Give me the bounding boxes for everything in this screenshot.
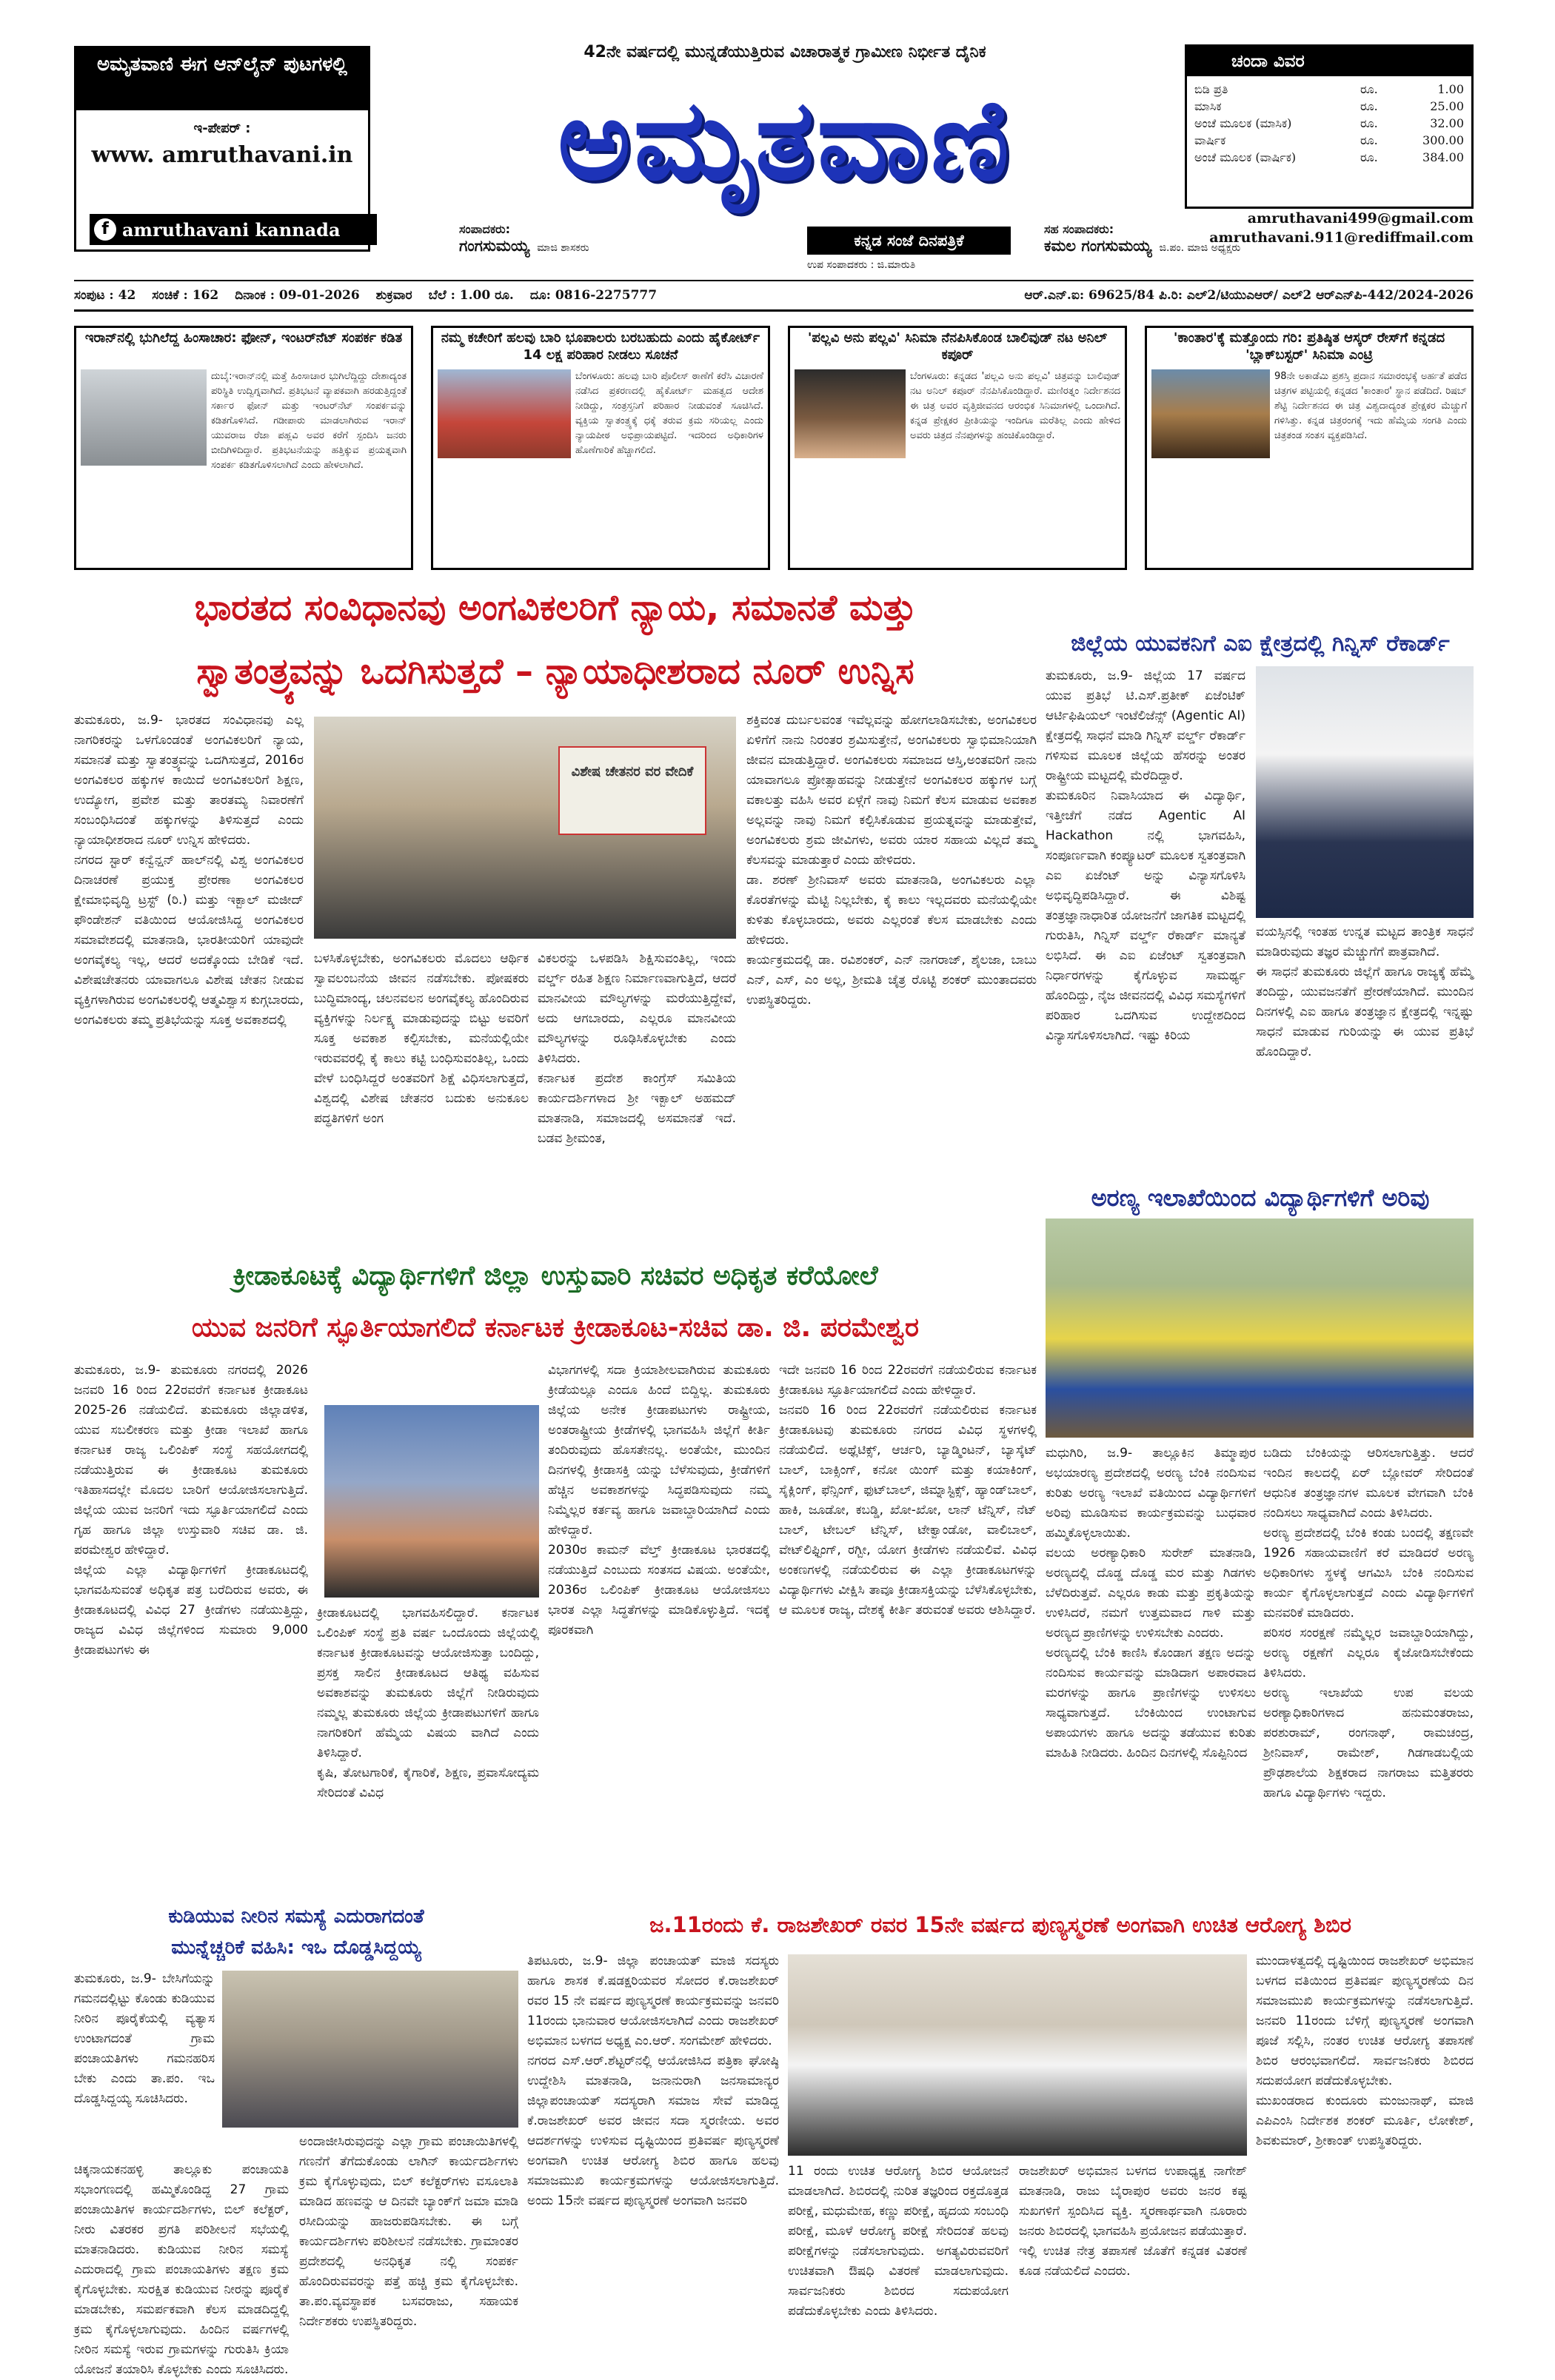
registration: ಆರ್.ಎನ್.ಐ: 69625/84 ಪಿ.ರಿ: ಎಲ್2/ಟಿಯುಎಆರ್/ ಎಲ್2 ಆರ್‌ಎನ್‌ಪಿ-442/2024-2026 (1024, 288, 1474, 303)
email-2[interactable]: amruthavani.911@rediffmail.com (1209, 229, 1474, 246)
sports-headline-line2: ಯುವ ಜನರಿಗೆ ಸ್ಫೂರ್ತಿಯಾಗಲಿದೆ ಕರ್ನಾಟಕ ಕ್ರೀಡಾಕೂಟ-ಸಚಿವ ಡಾ. ಜಿ. ಪರಮೇಶ್ವರ (191, 1313, 920, 1343)
subscription-title: ಚಂದಾ ವಿವರ (1187, 47, 1471, 76)
online-promo-title: ಅಮೃತವಾಣಿ ಈಗ ಆನ್‌ಲೈನ್ ಪುಟಗಳಲ್ಲಿ (76, 48, 368, 110)
sports-col-4: ಇದೇ ಜನವರಿ 16 ರಿಂದ 22ರವರೆಗೆ ನಡೆಯಲಿರುವ ಕರ್ನಾಟಕ ಕ್ರೀಡಾಕೂಟ ಸ್ಫೂರ್ತಿಯಾಗಲಿದೆ ಎಂದು ಹೇಳಿದ್ದಾರೆ. ಜನವರಿ 16 ರಿಂದ 22ರವರೆಗೆ ನಡೆಯಲಿರುವ ಕರ್ನಾಟಕ ಕ್ರೀಡಾಕೂಟವು ತುಮಕೂರು ನಗರದ ವಿವಿಧ ಸ್ಥಳಗಳಲ್ಲಿ ನಡೆಯಲಿದೆ. ಅಥ್ಲೆಟಿಕ್ಸ್, ಆರ್ಚರಿ, ಬ್ಯಾಡ್ಮಿಂಟನ್, ಬ್ಯಾಸ್ಕೆಟ್ ಬಾಲ್, ಬಾಕ್ಸಿಂಗ್, ಕನೋ ಯಿಂಗ್ ಮತ್ತು ಕಯಾಕಿಂಗ್, ಸೈಕ್ಲಿಂಗ್, ಫೆನ್ಸಿಂಗ್, ಫುಟ್‌ಬಾಲ್, ಜಿಮ್ನಾಸ್ಟಿಕ್ಸ್, ಹ್ಯಾಂಡ್‌ಬಾಲ್, ಹಾಕಿ, ಜೂಡೋ, ಕಬಡ್ಡಿ, ಖೋ-ಖೋ, ಲಾನ್ ಟೆನ್ನಿಸ್, ನೆಟ್ ಬಾಲ್, ಟೇಬಲ್ ಟೆನ್ನಿಸ್, ಟೇಕ್ವಾಂಡೋ, ವಾಲಿಬಾಲ್, ವೇಟ್‌ಲಿಫ್ಟಿಂಗ್, ರಗ್ಬೀ, ಯೋಗ ಕ್ರೀಡೆಗಳು ನಡೆಯಲಿವೆ. ವಿವಿಧ ಅಂಕಣಗಳಲ್ಲಿ ನಡೆಯಲಿರುವ ಈ ಎಲ್ಲಾ ಕ್ರೀಡಾಕೂಟಗಳನ್ನು ವಿದ್ಯಾರ್ಥಿಗಳು ವೀಕ್ಷಿಸಿ ತಾವೂ ಕ್ರೀಡಾಸಕ್ತಿಯನ್ನು ಬೆಳೆಸಿಕೊಳ್ಳಬೇಕು, ಆ ಮೂಲಕ ರಾಜ್ಯ, ದೇಶಕ್ಕೆ ಕೀರ್ತಿ ತರುವಂತೆ ಅವರು ಆಶಿಸಿದ್ದಾರೆ. (779, 1363, 1037, 1618)
website-link[interactable]: www. amruthavani.in (91, 142, 353, 168)
lead-col-3: ವಿಕಲರನ್ನು ಒಳಪಡಿಸಿ ಶಿಕ್ಷಿಸುವಂತಿಲ್ಲ, ಇಂದು ವರ್ಲ್ಡ್ ರಹಿತ ಶಿಕ್ಷಣ ನಿರ್ಮಾಣವಾಗುತ್ತಿದೆ, ಆದರೆ ಮಾನವೀಯ ಮೌಲ್ಯಗಳನ್ನು ಮರೆಯುತ್ತಿದ್ದೇವೆ, ಅದು ಆಗಬಾರದು, ಎಲ್ಲರೂ ಮಾನವೀಯ ಮೌಲ್ಯಗಳನ್ನು ರೂಢಿಸಿಕೊಳ್ಳಬೇಕು ಎಂದು ತಿಳಿಸಿದರು. ಕರ್ನಾಟಕ ಪ್ರದೇಶ ಕಾಂಗ್ರೆಸ್ ಸಮಿತಿಯ ಕಾರ್ಯದರ್ಶಿಗಳಾದ ಶ್ರೀ ಇಕ್ಬಾಲ್ ಅಹಮದ್ ಮಾತನಾಡಿ, ಸಮಾಜದಲ್ಲಿ ಅಸಮಾನತೆ ಇದೆ. ಬಡವ ಶ್ರೀಮಂತ, (538, 951, 736, 1146)
co-editor-note: ಜಿ.ಪಂ. ಮಾಜಿ ಅಧ್ಯಕ್ಷರು (1159, 242, 1241, 254)
teaser-title: ಇರಾನ್‌ನಲ್ಲಿ ಭುಗಿಲೆದ್ದ ಹಿಂಸಾಚಾರ: ಫೋನ್, ಇಂಟರ್‌ನೆಟ್ ಸಂಪರ್ಕ ಕಡಿತ (84, 330, 403, 346)
forest-col-1: ಮಧುಗಿರಿ, ಜ.9- ತಾಲ್ಲೂಕಿನ ತಿಮ್ಮಾಪುರ ಅಭಯಾರಣ್ಯ ಪ್ರದೇಶದಲ್ಲಿ ಅರಣ್ಯ ಬೆಂಕಿ ನಂದಿಸುವ ಕುರಿತು ಅರಣ್ಯ ಇಲಾಖೆ ವತಿಯಿಂದ ವಿದ್ಯಾರ್ಥಿಗಳಿಗೆ ಅರಿವು ಮೂಡಿಸುವ ಕಾರ್ಯಕ್ರಮವನ್ನು ಬುಧವಾರ ಹಮ್ಮಿಕೊಳ್ಳಲಾಯಿತು. ವಲಯ ಅರಣ್ಯಾಧಿಕಾರಿ ಸುರೇಶ್ ಮಾತನಾಡಿ, ಅರಣ್ಯದಲ್ಲಿ ದೊಡ್ಡ ದೊಡ್ಡ ಮರ ಮತ್ತು ಗಿಡಗಳು ಬೆಳೆದಿರುತ್ತವೆ. ಎಲ್ಲರೂ ಕಾಡು ಮತ್ತು ಪ್ರಕೃತಿಯನ್ನು ಉಳಿಸಿದರೆ, ನಮಗೆ ಉತ್ತಮವಾದ ಗಾಳಿ ಮತ್ತು ಅರಣ್ಯದ ಪ್ರಾಣಿಗಳನ್ನು ಉಳಿಸಬೇಕು ಎಂದರು. ಅರಣ್ಯದಲ್ಲಿ ಬೆಂಕಿ ಕಾಣಿಸಿ ಕೊಂಡಾಗ ತಕ್ಷಣ ಅದನ್ನು ನಂದಿಸುವ ಕಾರ್ಯವನ್ನು ಮಾಡಿದಾಗ ಅಪಾರವಾದ ಮರಗಳನ್ನು ಹಾಗೂ ಪ್ರಾಣಿಗಳನ್ನು ಉಳಿಸಲು ಸಾಧ್ಯವಾಗುತ್ತದೆ. ಬೆಂಕಿಯಿಂದ ಉಂಟಾಗುವ ಅಪಾಯಗಳು ಹಾಗೂ ಅದನ್ನು ತಡೆಯುವ ಕುರಿತು ಮಾಹಿತಿ ನೀಡಿದರು. ಹಿಂದಿನ ದಿನಗಳಲ್ಲಿ ಸೊಪ್ಪಿನಿಂದ (1046, 1446, 1256, 1760)
teaser-kantara[interactable] (1145, 326, 1474, 570)
health-col-mid: 11 ರಂದು ಉಚಿತ ಆರೋಗ್ಯ ಶಿಬಿರ ಆಯೋಜನೆ ಮಾಡಲಾಗಿದೆ. ಶಿಬಿರದಲ್ಲಿ ನುರಿತ ತಜ್ಞರಿಂದ ರಕ್ತದೊತ್ತಡ ಪರೀಕ್ಷೆ, ಮಧುಮೇಹ, ಕಣ್ಣು ಪರೀಕ್ಷೆ, ಹೃದಯ ಸಂಬಂಧಿ ಪರೀಕ್ಷೆ, ಮೂಳೆ ಆರೋಗ್ಯ ಪರೀಕ್ಷೆ ಸೇರಿದಂತೆ ಹಲವು ಪರೀಕ್ಷೆಗಳನ್ನು ನಡೆಸಲಾಗುವುದು. ಅಗತ್ಯವಿರುವವರಿಗೆ ಉಚಿತವಾಗಿ ಔಷಧಿ ವಿತರಣೆ ಮಾಡಲಾಗುವುದು. ಸಾರ್ವಜನಿಕರು ಶಿಬಿರದ ಸದುಪಯೋಗ ಪಡೆದುಕೊಳ್ಳಬೇಕು ಎಂದು ತಿಳಿಸಿದರು. (788, 2164, 1009, 2319)
subscription-row (1194, 98, 1464, 115)
teaser-title: 'ಕಾಂತಾರ'ಕ್ಕೆ ಮತ್ತೊಂದು ಗರಿ: ಪ್ರತಿಷ್ಠಿತ ಆಸ್ಕರ್ ರೇಸ್‌ಗೆ ಕನ್ನಡದ 'ಬ್ಲಾಕ್‌ಬಸ್ಟರ್' ಸಿನಿಮಾ ಎಂಟ್ರಿ (1173, 330, 1445, 363)
editor-name: ಗಂಗಸುಮಯ್ಯ (459, 237, 530, 255)
subscription-value: 32.00 (1430, 116, 1464, 130)
teaser-text: ಬೆಂಗಳೂರು: ಕನ್ನಡದ 'ಪಲ್ಲವಿ ಅನು ಪಲ್ಲವಿ' ಚಿತ್ರವನ್ನು ಬಾಲಿವುಡ್ ನಟ ಅನಿಲ್ ಕಪೂರ್ ನೆನಪಿಸಿಕೊಂಡಿದ್ದಾರೆ. ಮಣಿರತ್ನಂ ನಿರ್ದೇಶನದ ಈ ಚಿತ್ರ ಅವರ ವೃತ್ತಿಜೀವನದ ಆರಂಭಿಕ ಸಿನಿಮಾಗಳಲ್ಲಿ ಒಂದಾಗಿದೆ. ಕನ್ನಡ ಪ್ರೇಕ್ಷಕರ ಪ್ರೀತಿಯನ್ನು ಇಂದಿಗೂ ಮರೆತಿಲ್ಲ ಎಂದು ಹೇಳಿದ ಅವರು ಚಿತ್ರದ ನೆನಪುಗಳನ್ನು ಹಂಚಿಕೊಂಡಿದ್ದಾರೆ. (910, 371, 1120, 441)
teaser-title: ನಮ್ಮ ಕಚೇರಿಗೆ ಹಲವು ಬಾರಿ ಭೂಪಾಲರು ಬರಬಹುದು ಎಂದು ಹೈಕೋರ್ಟ್ 14 ಲಕ್ಷ ಪರಿಹಾರ ನೀಡಲು ಸೂಚನೆ (441, 330, 760, 363)
epaper-label: ಇ-ಪೇಪರ್ : (193, 121, 251, 136)
subscription-label: ಮಾಸಿಕ (1194, 99, 1222, 113)
lead-col-4: ಶಕ್ತಿವಂತ ದುರ್ಬಲವಂತ ಇವೆಲ್ಲವನ್ನು ಹೋಗಲಾಡಿಸಬೇಕು, ಅಂಗವಿಕಲರ ಏಳಿಗೆಗೆ ನಾನು ನಿರಂತರ ಶ್ರಮಿಸುತ್ತೇನೆ, ಅಂಗವಿಕಲರು ಸ್ವಾಭಿಮಾನಿಯಾಗಿ ಜೀವನ ಮಾಡುತ್ತಿದ್ದಾರೆ. ಅಂಗವಿಕಲರು ಸಮಾಜದ ಆಸ್ತಿ,ಅಂತವರಿಗೆ ನಾನು ಯಾವಾಗಲೂ ಪ್ರೋತ್ಸಾಹವನ್ನು ನೀಡುತ್ತೇನೆ ಅಂಗವಿಕಲರ ಹಕ್ಕುಗಳ ಬಗ್ಗೆ ವಕಾಲತ್ತು ವಹಿಸಿ ಅವರ ಏಳ್ಗೆಗೆ ನಾವು ನಿಮಗೆ ಕೆಲಸ ಮಾಡುವ ಅವಕಾಶ ಅಲ್ಲವನ್ನು ನಾವು ನಿಮಗೆ ಕಲ್ಪಿಸಿಕೊಡುವ ಪ್ರಯತ್ನವನ್ನು ಮಾಡುತ್ತೇವೆ, ಅಂಗವಿಕಲರು ಶ್ರಮ ಜೀವಿಗಳು, ಅವರು ಯಾರ ಸಹಾಯ ವಿಲ್ಲದೆ ತಮ್ಮ ಕೆಲಸವನ್ನು ಮಾಡುತ್ತಾರೆ ಎಂದು ಹೇಳಿದರು. ಡಾ. ಶರಣ್ ಶ್ರೀನಿವಾಸ್ ಅವರು ಮಾತನಾಡಿ, ಅಂಗವಿಕಲರು ಎಲ್ಲಾ ಕೊರತೆಗಳನ್ನು ಮೆಟ್ಟಿ ನಿಲ್ಲಬೇಕು, ಕೈ ಕಾಲು ಇಲ್ಲದವರು ಮನೆಯಲ್ಲಿಯೇ ಕುಳಿತು ಕೊಳ್ಳಬಾರದು, ಅವರು ಎಲ್ಲರಂತೆ ಕೆಲಸ ಮಾಡಬೇಕು ಎಂದು ಹೇಳಿದರು. ಕಾರ್ಯಕ್ರಮದಲ್ಲಿ ಡಾ. ರವಿಶಂಕರ್, ಎನ್ ನಾಗರಾಜ್, ಶೈಲಜಾ, ಬಾಬು ಎನ್, ಎಸ್, ಎಂ ಅಲ್ಲ, ಶ್ರೀಮತಿ ಚೈತ್ರ ರೊಟ್ಟಿ ಶಂಕರ್ ಮುಂತಾದವರು ಉಪಸ್ಥಿತರಿದ್ದರು. (746, 713, 1037, 1008)
sports-photo (324, 1405, 539, 1598)
subscription-row (1194, 149, 1464, 166)
water-col-2: ಅಂದಾಜೀಸಿರುವುದನ್ನು ಎಲ್ಲಾ ಗ್ರಾಮ ಪಂಚಾಯಿತಿಗಳಲ್ಲಿ ಗಣನೆಗೆ ತೆಗೆದುಕೊಂಡು ಲಾಗಿನ್ ಕಾರ್ಯದರ್ಶಿಗಳು ಕ್ರಮ ಕೈಗೊಳ್ಳುವುದು, ಬಿಲ್ ಕಲೆಕ್ಟರ್‌ಗಳು ವಸೂಲಾತಿ ಮಾಡಿದ ಹಣವನ್ನು ಆ ದಿನವೇ ಬ್ಯಾಂಕ್‌ಗೆ ಜಮಾ ಮಾಡಿ ರಸೀದಿಯನ್ನು ಹಾಜರುಪಡಿಸಬೇಕು. ಈ ಬಗ್ಗೆ ಕಾರ್ಯದರ್ಶಿಗಳು ಪರಿಶೀಲನೆ ನಡೆಸಬೇಕು. ಗ್ರಾಮಾಂತರ ಪ್ರದೇಶದಲ್ಲಿ ಅನಧಿಕೃತ ನಲ್ಲಿ ಸಂಪರ್ಕ ಹೊಂದಿರುವವರನ್ನು ಪತ್ತೆ ಹಚ್ಚಿ ಕ್ರಮ ಕೈಗೊಳ್ಳಬೇಕು. ತಾ.ಪಂ.ವ್ಯವಸ್ಥಾಪಕ ಬಸವರಾಜು, ಸಹಾಯಕ ನಿರ್ದೇಶಕರು ಉಪಸ್ಥಿತರಿದ್ದರು. (299, 2134, 518, 2329)
subscription-currency: ರೂ. (1360, 116, 1378, 130)
subscription-currency: ರೂ. (1360, 150, 1378, 164)
newspaper-title: ಅಮೃತವಾಣಿ (557, 76, 1012, 205)
teaser-photo (1151, 369, 1270, 458)
guinness-photo (1256, 666, 1474, 918)
water-col-1: ಚಿಕ್ಕನಾಯಕನಹಳ್ಳಿ ತಾಲ್ಲೂಕು ಪಂಚಾಯತಿ ಸಭಾಂಗಣದಲ್ಲಿ ಹಮ್ಮಿಕೊಂಡಿದ್ದ 27 ಗ್ರಾಮ ಪಂಚಾಯಿತಿಗಳ ಕಾರ್ಯದರ್ಶಿಗಳು, ಬಿಲ್ ಕಲೆಕ್ಟರ್, ನೀರು ವಿತರಕರ ಪ್ರಗತಿ ಪರಿಶೀಲನೆ ಸಭೆಯಲ್ಲಿ ಮಾತನಾಡಿದರು. ಕುಡಿಯುವ ನೀರಿನ ಸಮಸ್ಯೆ ಎದುರಾದಲ್ಲಿ ಗ್ರಾಮ ಪಂಚಾಯತಿಗಳು ತಕ್ಷಣ ಕ್ರಮ ಕೈಗೊಳ್ಳಬೇಕು. ಸುರಕ್ಷಿತ ಕುಡಿಯುವ ನೀರನ್ನು ಪೂರೈಕೆ ಮಾಡಬೇಕು, ಸಮರ್ಪಕವಾಗಿ ಕೆಲಸ ಮಾಡದಿದ್ದಲ್ಲಿ ಕ್ರಮ ಕೈಗೊಳ್ಳಲಾಗುವುದು. ಹಿಂದಿನ ವರ್ಷಗಳಲ್ಲಿ ನೀರಿನ ಸಮಸ್ಯೆ ಇರುವ ಗ್ರಾಮಗಳನ್ನು ಗುರುತಿಸಿ ಕ್ರಿಯಾ ಯೋಜನೆ ತಯಾರಿಸಿ ಕೊಳ್ಳಬೇಕು ಎಂದು ಸೂಚಿಸಿದರು. (74, 2162, 289, 2377)
water-text-short: ತುಮಕೂರು, ಜ.9- ಬೇಸಿಗೆಯನ್ನು ಗಮನದಲ್ಲಿಟ್ಟು ಕೊಂಡು ಕುಡಿಯುವ ನೀರಿನ ಪೂರೈಕೆಯಲ್ಲಿ ವ್ಯತ್ಯಾಸ ಉಂಟಾಗದಂತೆ ಗ್ರಾಮ ಪಂಚಾಯತಿಗಳು ಗಮನಹರಿಸ ಬೇಕು ಎಂದು ತಾ.ಪಂ. ಇಒ ದೊಡ್ಡಸಿದ್ದಯ್ಯ ಸೂಚಿಸಿದರು. (74, 1971, 215, 2106)
subscription-label: ವಾರ್ಷಿಕ (1194, 133, 1226, 147)
subscription-value: 1.00 (1437, 82, 1464, 96)
health-col-1: ತಿಪಟೂರು, ಜ.9- ಜಿಲ್ಲಾ ಪಂಚಾಯತ್ ಮಾಜಿ ಸದಸ್ಯರು ಹಾಗೂ ಶಾಸಕ ಕೆ.ಷಡಕ್ಷರಿಯವರ ಸೋದರ ಕೆ.ರಾಜಶೇಖರ್ ರವರ 15 ನೇ ವರ್ಷದ ಪುಣ್ಯಸ್ಮರಣೆ ಕಾರ್ಯಕ್ರಮವನ್ನು ಜನವರಿ 11ರಂದು ಭಾನುವಾರ ಆಯೋಜಿಸಲಾಗಿದೆ ಎಂದು ರಾಜಶೇಖರ್ ಅಭಿಮಾನ ಬಳಗದ ಅಧ್ಯಕ್ಷ ಎಂ.ಆರ್. ಸಂಗಮೇಶ್ ಹೇಳಿದರು. ನಗರದ ಎಸ್.ಆರ್.ಶೆಟ್ಟರ್‌ನಲ್ಲಿ ಆಯೋಜಿಸಿದ ಪತ್ರಿಕಾ ಘೋಷ್ಠಿ ಉದ್ದೇಶಿಸಿ ಮಾತನಾಡಿ, ಜನಾನುರಾಗಿ ಜನಸಾಮಾನ್ಯರ ಜಿಲ್ಲಾಪಂಚಾಯತ್ ಸದಸ್ಯರಾಗಿ ಸಮಾಜ ಸೇವೆ ಮಾಡಿದ್ದ ಕೆ.ರಾಜಶೇಖರ್ ಅವರ ಜೀವನ ಸದಾ ಸ್ಮರಣೀಯ. ಅವರ ಆದರ್ಶಗಳನ್ನು ಉಳಿಸುವ ದೃಷ್ಟಿಯಿಂದ ಪ್ರತಿವರ್ಷ ಪುಣ್ಯಸ್ಮರಣೆ ಅಂಗವಾಗಿ ಉಚಿತ ಆರೋಗ್ಯ ಶಿಬಿರ ಹಾಗೂ ಹಲವು ಸಮಾಜಮುಖಿ ಕಾರ್ಯಕ್ರಮಗಳನ್ನು ಆಯೋಜಿಸಲಾಗುತ್ತಿದೆ. ಅಂದು 15ನೇ ವರ್ಷದ ಪುಣ್ಯಸ್ಮರಣೆ ಅಂಗವಾಗಿ ಜನವರಿ (527, 1954, 779, 2208)
sports-col-3: ವಿಭಾಗಗಳಲ್ಲಿ ಸದಾ ಕ್ರಿಯಾಶೀಲವಾಗಿರುವ ತುಮಕೂರು ಕ್ರೀಡೆಯಲ್ಲೂ ಎಂದೂ ಹಿಂದೆ ಬಿದ್ದಿಲ್ಲ. ತುಮಕೂರು ಜಿಲ್ಲೆಯ ಅನೇಕ ಕ್ರೀಡಾಪಟುಗಳು ರಾಷ್ಟ್ರೀಯ, ಅಂತರಾಷ್ಟ್ರೀಯ ಕ್ರೀಡೆಗಳಲ್ಲಿ ಭಾಗವಹಿಸಿ ಜಿಲ್ಲೆಗೆ ಕೀರ್ತಿ ತಂದಿರುವುದು ಹೊಸತೇನಲ್ಲ. ಅಂತೆಯೇ, ಮುಂದಿನ ದಿನಗಳಲ್ಲಿ ಕ್ರೀಡಾಸಕ್ತಿ ಯನ್ನು ಬೆಳೆಸುವುದು, ಕ್ರೀಡೆಗಳಿಗೆ ಹೆಚ್ಚಿನ ಅವಕಾಶಗಳನ್ನು ಸಿದ್ಧಪಡಿಸುವುದು ನಮ್ಮ ನಿಮ್ಮೆಲ್ಲರ ಕರ್ತವ್ಯ ಹಾಗೂ ಜವಾಬ್ದಾರಿಯಾಗಿದೆ ಎಂದು ಹೇಳಿದ್ದಾರೆ. 2030ರ ಕಾಮನ್ ವೆಲ್ತ್ ಕ್ರೀಡಾಕೂಟ ಭಾರತದಲ್ಲಿ ನಡೆಯುತ್ತಿದೆ ಎಂಬುದು ಸಂತಸದ ವಿಷಯ. ಅಂತೆಯೇ, 2036ರ ಒಲಿಂಪಿಕ್ ಕ್ರೀಡಾಕೂಟ ಆಯೋಜಿಸಲು ಭಾರತ ಎಲ್ಲಾ ಸಿದ್ಧತೆಗಳನ್ನು ಮಾಡಿಕೊಳ್ಳುತ್ತಿದೆ. ಇದಕ್ಕೆ ಪೂರಕವಾಗಿ (548, 1363, 770, 1637)
date: ದಿನಾಂಕ : 09-01-2026 (235, 288, 360, 303)
dateline-rule-top (74, 280, 1474, 281)
subscription-row (1194, 81, 1464, 98)
lead-col-1: ತುಮಕೂರು, ಜ.9- ಭಾರತದ ಸಂವಿಧಾನವು ಎಲ್ಲ ನಾಗರಿಕರನ್ನು ಒಳಗೊಂಡಂತೆ ಅಂಗವಿಕಲರಿಗೆ ನ್ಯಾಯ, ಸಮಾನತೆ ಮತ್ತು ಸ್ವಾತಂತ್ರ್ಯವನ್ನು ಒದಗಿಸುತ್ತದೆ, 2016ರ ಅಂಗವಿಕಲರ ಹಕ್ಕುಗಳ ಕಾಯಿದೆ ಅಂಗವಿಕಲರಿಗೆ ಶಿಕ್ಷಣ, ಉದ್ಯೋಗ, ಪ್ರವೇಶ ಮತ್ತು ತಾರತಮ್ಯ ನಿವಾರಣೆಗೆ ಸಂಬಂಧಿಸಿದಂತೆ ಹಕ್ಕುಗಳನ್ನು ತಿಳಿಸುತ್ತದೆ ಎಂದು ನ್ಯಾಯಾಧೀಶರಾದ ನೂರ್ ಉನ್ನಿಸ ಹೇಳಿದರು. ನಗರದ ಸ್ಟಾರ್ ಕನ್ವೆನ್ಷನ್ ಹಾಲ್‌ನಲ್ಲಿ ವಿಶ್ವ ಅಂಗವಿಕಲರ ದಿನಾಚರಣೆ ಪ್ರಯುಕ್ತ ಪ್ರೇರಣಾ ಅಂಗವಿಕಲರ ಕ್ಷೇಮಾಭಿವೃದ್ಧಿ ಟ್ರಸ್ಟ್ (ರಿ.) ಮತ್ತು ಇಕ್ಬಾಲ್ ಮಜೀದ್ ಫೌಂಡೇಶನ್ ವತಿಯಿಂದ ಆಯೋಜಿಸಿದ್ದ ಅಂಗವಿಕಲರ ಸಮಾವೇಶದಲ್ಲಿ ಮಾತನಾಡಿ, ಭಾರತೀಯರಿಗೆ ಯಾವುದೇ ಅಂಗವೈಕಲ್ಯ ಇಲ್ಲ, ಆದರೆ ಅದಕ್ಕೊಂದು ಬೇಡಿಕೆ ಇದೆ. ವಿಶೇಷಚೇತನರು ಯಾವಾಗಲೂ ವಿಶೇಷ ಚೇತನ ನೀಡುವ ವ್ಯಕ್ತಿಗಳಾಗಿರುವ ಅಂಗವಿಕಲರಲ್ಲಿ ಆತ್ಮವಿಶ್ವಾಸ ಕುಗ್ಗಬಾರದು, ಅಂಗವಿಕಲರು ತಮ್ಮ ಪ್ರತಿಭೆಯನ್ನು ಸೂಕ್ತ ಅವಕಾಶದಲ್ಲಿ (74, 713, 304, 1028)
masthead-tagline: 42ನೇ ವರ್ಷದಲ್ಲಿ ಮುನ್ನಡೆಯುತ್ತಿರುವ ವಿಚಾರಾತ್ಮಕ ಗ್ರಾಮೀಣ ನಿರ್ಭೀತ ದೈನಿಕ (583, 43, 986, 61)
subscription-row (1194, 132, 1464, 149)
subscription-label: ಬಿಡಿ ಪ್ರತಿ (1194, 82, 1228, 96)
subscription-currency: ರೂ. (1360, 99, 1378, 113)
phone: ದೂ: 0816-2275777 (529, 288, 658, 303)
subscription-currency: ರೂ. (1360, 133, 1378, 147)
forest-col-2: ಬಡಿದು ಬೆಂಕಿಯನ್ನು ಆರಿಸಲಾಗುತ್ತಿತ್ತು. ಆದರೆ ಇಂದಿನ ಕಾಲದಲ್ಲಿ ಏರ್ ಬ್ಲೋವರ್ ಸೇರಿದಂತೆ ಆಧುನಿಕ ತಂತ್ರಜ್ಞಾನಗಳ ಮೂಲಕ ವೇಗವಾಗಿ ಬೆಂಕಿ ನಂದಿಸಲು ಸಾಧ್ಯವಾಗಿದೆ ಎಂದು ತಿಳಿಸಿದರು. ಅರಣ್ಯ ಪ್ರದೇಶದಲ್ಲಿ ಬೆಂಕಿ ಕಂಡು ಬಂದಲ್ಲಿ ತಕ್ಷಣವೇ 1926 ಸಹಾಯವಾಣಿಗೆ ಕರೆ ಮಾಡಿದರೆ ಅರಣ್ಯ ಅಧಿಕಾರಿಗಳು ಸ್ಥಳಕ್ಕೆ ಆಗಮಿಸಿ ಬೆಂಕಿ ನಂದಿಸುವ ಕಾರ್ಯ ಕೈಗೊಳ್ಳಲಾಗುತ್ತದೆ ಎಂದು ವಿದ್ಯಾರ್ಥಿಗಳಿಗೆ ಮನವರಿಕೆ ಮಾಡಿದರು. ಪರಿಸರ ಸಂರಕ್ಷಣೆ ನಮ್ಮೆಲ್ಲರ ಜವಾಬ್ದಾರಿಯಾಗಿದ್ದು, ಅರಣ್ಯ ರಕ್ಷಣೆಗೆ ಎಲ್ಲರೂ ಕೈಜೋಡಿಸಬೇಕೆಂದು ತಿಳಿಸಿದರು. ಅರಣ್ಯ ಇಲಾಖೆಯ ಉಪ ವಲಯ ಅರಣ್ಯಾಧಿಕಾರಿಗಳಾದ ಹನುಮಂತರಾಜು, ಪರಶುರಾಮ್, ರಂಗನಾಥ್, ರಾಮಚಂದ್ರ, ಶ್ರೀನಿವಾಸ್, ರಾಮೇಶ್, ಗಿಡಗಾಡಬಲ್ಲಿಯ ಪ್ರೌಢಶಾಲೆಯ ಶಿಕ್ಷಕರಾದ ನಾಗರಾಜು ಮತ್ತಿತರರು ಹಾಗೂ ವಿದ್ಯಾರ್ಥಿಗಳು ಇದ್ದರು. (1263, 1446, 1474, 1800)
online-promo-box (74, 46, 370, 252)
subscription-box (1185, 44, 1474, 209)
subscription-label: ಅಂಚೆ ಮೂಲಕ (ಮಾಸಿಕ) (1194, 116, 1292, 130)
email-1[interactable]: amruthavani499@gmail.com (1247, 210, 1474, 227)
teaser-photo (438, 369, 571, 458)
health-photo (788, 1954, 1247, 2156)
health-headline: ಜ.11ರಂದು ಕೆ. ರಾಜಶೇಖರ್ ರವರ 15ನೇ ವರ್ಷದ ಪುಣ್ಯಸ್ಮರಣೆ ಅಂಗವಾಗಿ ಉಚಿತ ಆರೋಗ್ಯ ಶಿಬಿರ (649, 1912, 1351, 1937)
subscription-table (1187, 76, 1471, 166)
forest-photo (1046, 1219, 1474, 1438)
lead-headline-line2: ಸ್ವಾತಂತ್ರ್ಯವನ್ನು ಒದಗಿಸುತ್ತದೆ – ನ್ಯಾಯಾಧೀಶರಾದ ನೂರ್ ಉನ್ನಿಸ (196, 651, 914, 692)
water-photo (222, 1971, 518, 2128)
sub-editor: ಉಪ ಸಂಪಾದಕರು : ಜಿ.ಮಾರುತಿ (807, 259, 916, 271)
volume: ಸಂಪುಟ : 42 (74, 288, 136, 303)
guinness-headline: ಜಿಲ್ಲೆಯ ಯುವಕನಿಗೆ ಎಐ ಕ್ಷೇತ್ರದಲ್ಲಿ ಗಿನ್ನಿಸ್ ರೆಕಾರ್ಡ್ (1071, 631, 1450, 657)
health-col-mid2: ರಾಜಶೇಖರ್ ಅಭಿಮಾನ ಬಳಗದ ಉಪಾಧ್ಯಕ್ಷ ನಾಗೇಶ್‌ ಮಾತನಾಡಿ, ರಾಜು ಬೈರಾಪುರ ಅವರು ಜನರ ಕಷ್ಟ ಸುಖಗಳಿಗೆ ಸ್ಪಂದಿಸಿದ ವ್ಯಕ್ತಿ. ಸ್ಮರಣಾರ್ಥವಾಗಿ ನೂರಾರು ಜನರು ಶಿಬಿರದಲ್ಲಿ ಭಾಗವಹಿಸಿ ಪ್ರಯೋಜನ ಪಡೆಯುತ್ತಾರೆ. ಇಲ್ಲಿ ಉಚಿತ ನೇತ್ರ ತಪಾಸಣೆ ಜೊತೆಗೆ ಕನ್ನಡಕ ವಿತರಣೆ ಕೂಡ ನಡೆಯಲಿದೆ ಎಂದರು. (1019, 2164, 1247, 2279)
guinness-text-right: ವಯಸ್ಸಿನಲ್ಲಿ ಇಂತಹ ಉನ್ನತ ಮಟ್ಟದ ತಾಂತ್ರಿಕ ಸಾಧನೆ ಮಾಡಿರುವುದು ತಜ್ಞರ ಮೆಚ್ಚುಗೆಗೆ ಪಾತ್ರವಾಗಿದೆ. ಈ ಸಾಧನೆ ತುಮಕೂರು ಜಿಲ್ಲೆಗೆ ಹಾಗೂ ರಾಜ್ಯಕ್ಕೆ ಹೆಮ್ಮೆ ತಂದಿದ್ದು, ಯುವಜನತೆಗೆ ಪ್ರೇರಣೆಯಾಗಿದೆ. ಮುಂದಿನ ದಿನಗಳಲ್ಲಿ ಎಐ ಹಾಗೂ ತಂತ್ರಜ್ಞಾನ ಕ್ಷೇತ್ರದಲ್ಲಿ ಇನ್ನಷ್ಟು ಸಾಧನೆ ಮಾಡುವ ಗುರಿಯನ್ನು ಈ ಯುವ ಪ್ರತಿಭೆ ಹೊಂದಿದ್ದಾರೆ. (1256, 925, 1474, 1059)
lead-col-2: ಬಳಸಿಕೊಳ್ಳಬೇಕು, ಅಂಗವಿಕಲರು ಮೊದಲು ಆರ್ಥಿಕ ಸ್ವಾವಲಂಬನೆಯ ಜೀವನ ನಡೆಸಬೇಕು. ಪೋಷಕರು ಬುದ್ಧಿಮಾಂದ್ಯ, ಚಲನವಲನ ಅಂಗವೈಕಲ್ಯ ಹೊಂದಿರುವ ವ್ಯಕ್ತಿಗಳನ್ನು ನಿರ್ಲಕ್ಷ್ಯ ಮಾಡುವುದನ್ನು ಬಿಟ್ಟು ಅವರಿಗೆ ಸೂಕ್ತ ಅವಕಾಶ ಕಲ್ಪಿಸಬೇಕು, ಮನೆಯಲ್ಲಿಯೇ ಇರುವವರಲ್ಲಿ ಕೈ ಕಾಲು ಕಟ್ಟಿ ಬಂಧಿಸುವಂತಿಲ್ಲ, ಒಂದು ವೇಳೆ ಬಂಧಿಸಿದ್ದರೆ ಅಂತವರಿಗೆ ಶಿಕ್ಷೆ ವಿಧಿಸಲಾಗುತ್ತದೆ, ವಿಶ್ವದಲ್ಲಿ ವಿಶೇಷ ಚೇತನರ ಬದುಕು ಅನುಕೂಲ ಪದ್ಧತಿಗಳಿಗೆ ಅಂಗ (314, 951, 529, 1126)
sports-headline-line1: ಕ್ರೀಡಾಕೂಟಕ್ಕೆ ವಿದ್ಯಾರ್ಥಿಗಳಿಗೆ ಜಿಲ್ಲಾ ಉಸ್ತುವಾರಿ ಸಚಿವರ ಅಧಿಕೃತ ಕರೆಯೋಲೆ (233, 1261, 878, 1291)
teaser-text: ದುಬೈ:ಇರಾನ್‌ನಲ್ಲಿ ಮತ್ತೆ ಹಿಂಸಾಚಾರ ಭುಗಿಲೆದ್ದಿದ್ದು ದೇಶಾದ್ಯಂತ ಪರಿಸ್ಥಿತಿ ಉದ್ವಿಗ್ನವಾಗಿದೆ. ಪ್ರತಿಭಟನೆ ವ್ಯಾಪಕವಾಗಿ ಹರಡುತ್ತಿದ್ದಂತೆ ಸರ್ಕಾರ ಫೋನ್ ಮತ್ತು ಇಂಟರ್‌ನೆಟ್ ಸಂಪರ್ಕವನ್ನು ಕಡಿತಗೊಳಿಸಿದೆ. ಗಡೀಪಾರು ಮಾಡಲಾಗಿರುವ ಇರಾನ್ ಯುವರಾಜ ರೆಜಾ ಪಹ್ಲವಿ ಅವರ ಕರೆಗೆ ಸ್ಪಂದಿಸಿ ಜನರು ಬೀದಿಗಿಳಿದಿದ್ದಾರೆ. ಪ್ರತಿಭಟನೆಯನ್ನು ಹತ್ತಿಕ್ಕುವ ಪ್ರಯತ್ನವಾಗಿ ಸಂಪರ್ಕ ಕಡಿತಗೊಳಿಸಲಾಗಿದೆ ಎಂದು ಹೇಳಲಾಗಿದೆ. (211, 371, 407, 471)
teaser-title: 'ಪಲ್ಲವಿ ಅನು ಪಲ್ಲವಿ' ಸಿನಿಮಾ ನೆನಪಿಸಿಕೊಂಡ ಬಾಲಿವುಡ್ ನಟ ಅನಿಲ್ ಕಪೂರ್ (807, 330, 1108, 363)
weekday: ಶುಕ್ರವಾರ (375, 288, 412, 303)
lead-photo-banner: ವಿಶೇಷ ಚೇತನರ ವರ ವೇದಿಕೆ (558, 746, 706, 835)
sports-col-1: ತುಮಕೂರು, ಜ.9- ತುಮಕೂರು ನಗರದಲ್ಲಿ 2026 ಜನವರಿ 16 ರಿಂದ 22ರವರೆಗೆ ಕರ್ನಾಟಕ ಕ್ರೀಡಾಕೂಟ 2025-26 ನಡೆಯಲಿದೆ. ತುಮಕೂರು ಜಿಲ್ಲಾಡಳಿತ, ಯುವ ಸಬಲೀಕರಣ ಮತ್ತು ಕ್ರೀಡಾ ಇಲಾಖೆ ಹಾಗೂ ಕರ್ನಾಟಕ ರಾಜ್ಯ ಒಲಿಂಪಿಕ್ ಸಂಸ್ಥೆ ಸಹಯೋಗದಲ್ಲಿ ನಡೆಯುತ್ತಿರುವ ಈ ಕ್ರೀಡಾಕೂಟ ತುಮಕೂರು ಇತಿಹಾಸದಲ್ಲೇ ಮೊದಲ ಬಾರಿಗೆ ಆಯೋಜಿಸಲಾಗುತ್ತಿದೆ. ಜಿಲ್ಲೆಯ ಯುವ ಜನರಿಗೆ ಇದು ಸ್ಫೂರ್ತಿಯಾಗಲಿದೆ ಎಂದು ಗೃಹ ಹಾಗೂ ಜಿಲ್ಲಾ ಉಸ್ತುವಾರಿ ಸಚಿವ ಡಾ. ಜಿ. ಪರಮೇಶ್ವರ ಹೇಳಿದ್ದಾರೆ. ಜಿಲ್ಲೆಯ ಎಲ್ಲಾ ವಿದ್ಯಾರ್ಥಿಗಳಿಗೆ ಕ್ರೀಡಾಕೂಟದಲ್ಲಿ ಭಾಗವಹಿಸುವಂತೆ ಅಧಿಕೃತ ಪತ್ರ ಬರೆದಿರುವ ಅವರು, ಈ ಕ್ರೀಡಾಕೂಟದಲ್ಲಿ ವಿವಿಧ 27 ಕ್ರೀಡೆಗಳು ನಡೆಯುತ್ತಿದ್ದು, ರಾಜ್ಯದ ವಿವಿಧ ಜಿಲ್ಲೆಗಳಿಂದ ಸುಮಾರು 9,000 ಕ್ರೀಡಾಪಟುಗಳು ಈ (74, 1363, 308, 1657)
teaser-text: 98ನೇ ಅಕಾಡೆಮಿ ಪ್ರಶಸ್ತಿ ಪ್ರದಾನ ಸಮಾರಂಭಕ್ಕೆ ಅರ್ಹತೆ ಪಡೆದ ಚಿತ್ರಗಳ ಪಟ್ಟಿಯಲ್ಲಿ ಕನ್ನಡದ 'ಕಾಂತಾರ' ಸ್ಥಾನ ಪಡೆದಿದೆ. ರಿಷಬ್ ಶೆಟ್ಟಿ ನಿರ್ದೇಶನದ ಈ ಚಿತ್ರ ವಿಶ್ವದಾದ್ಯಂತ ಪ್ರೇಕ್ಷಕರ ಮೆಚ್ಚುಗೆ ಗಳಿಸಿತ್ತು. ಕನ್ನಡ ಚಿತ್ರರಂಗಕ್ಕೆ ಇದು ಹೆಮ್ಮೆಯ ಸಂಗತಿ ಎಂದು ಚಿತ್ರತಂಡ ಸಂತಸ ವ್ಯಕ್ತಪಡಿಸಿದೆ. (1274, 371, 1467, 441)
dateline-rule-bottom (74, 309, 1474, 312)
co-editor-label: ಸಹ ಸಂಪಾದಕರು: (1044, 222, 1114, 236)
facebook-bar[interactable] (90, 214, 377, 245)
teaser-photo (81, 369, 207, 466)
teaser-text: ಬೆಂಗಳೂರು: ಹಲವು ಬಾರಿ ಪೊಲೀಸ್ ಠಾಣೆಗೆ ಕರೆಸಿ ವಿಚಾರಣೆ ನಡೆಸಿದ ಪ್ರಕರಣದಲ್ಲಿ ಹೈಕೋರ್ಟ್ ಮಹತ್ವದ ಆದೇಶ ನೀಡಿದ್ದು, ಸಂತ್ರಸ್ತನಿಗೆ ಪರಿಹಾರ ನೀಡುವಂತೆ ಸೂಚಿಸಿದೆ. ವ್ಯಕ್ತಿಯ ಸ್ವಾತಂತ್ರ್ಯಕ್ಕೆ ಧಕ್ಕೆ ತರುವ ಕ್ರಮ ಸರಿಯಲ್ಲ ಎಂದು ನ್ಯಾಯಪೀಠ ಅಭಿಪ್ರಾಯಪಟ್ಟಿದೆ. ಇದರಿಂದ ಅಧಿಕಾರಿಗಳ ಹೊಣೆಗಾರಿಕೆ ಹೆಚ್ಚಾಗಲಿದೆ. (575, 371, 763, 456)
guinness-text: ತುಮಕೂರು, ಜ.9- ಜಿಲ್ಲೆಯ 17 ವರ್ಷದ ಯುವ ಪ್ರತಿಭೆ ಟಿ.ಎಸ್.ಪ್ರತೀಕ್ ಏಜೆಂಟಿಕ್ ಆರ್ಟಿಫಿಷಿಯಲ್ ಇಂಟೆಲಿಜೆನ್ಸ್ (Agentic AI) ಕ್ಷೇತ್ರದಲ್ಲಿ ಸಾಧನೆ ಮಾಡಿ ಗಿನ್ನಿಸ್ ವರ್ಲ್ಡ್ ರೆಕಾರ್ಡ್ ಗಳಿಸುವ ಮೂಲಕ ಜಿಲ್ಲೆಯ ಹೆಸರನ್ನು ಅಂತರ ರಾಷ್ಟ್ರೀಯ ಮಟ್ಟದಲ್ಲಿ ಮೆರೆದಿದ್ದಾರೆ. ತುಮಕೂರಿನ ನಿವಾಸಿಯಾದ ಈ ವಿದ್ಯಾರ್ಥಿ, ಇತ್ತೀಚೆಗೆ ನಡೆದ Agentic AI Hackathon ನಲ್ಲಿ ಭಾಗವಹಿಸಿ, ಸಂಪೂರ್ಣವಾಗಿ ಕಂಪ್ಯೂಟರ್ ಮೂಲಕ ಸ್ವತಂತ್ರವಾಗಿ ಎಐ ಏಜೆಂಟ್ ಅನ್ನು ವಿನ್ಯಾಸಗೊಳಿಸಿ ಅಭಿವೃದ್ಧಿಪಡಿಸಿದ್ದಾರೆ. ಈ ವಿಶಿಷ್ಟ ತಂತ್ರಜ್ಞಾನಾಧಾರಿತ ಯೋಜನೆಗೆ ಜಾಗತಿಕ ಮಟ್ಟದಲ್ಲಿ ಗುರುತಿಸಿ, ಗಿನ್ನಿಸ್ ವರ್ಲ್ಡ್ ರೆಕಾರ್ಡ್ ಮಾನ್ಯತೆ ಲಭಿಸಿದೆ. ಈ ಎಐ ಏಜೆಂಟ್ ಸ್ವತಂತ್ರವಾಗಿ ನಿರ್ಧಾರಗಳನ್ನು ಕೈಗೊಳ್ಳುವ ಸಾಮರ್ಥ್ಯ ಹೊಂದಿದ್ದು, ನೈಜ ಜೀವನದಲ್ಲಿ ವಿವಿಧ ಸಮಸ್ಯೆಗಳಿಗೆ ಪರಿಹಾರ ಒದಗಿಸುವ ಉದ್ದೇಶದಿಂದ ವಿನ್ಯಾಸಗೊಳಿಸಲಾಗಿದೆ. ಇಷ್ಟು ಕಿರಿಯ (1046, 668, 1245, 1043)
subscription-value: 25.00 (1430, 99, 1464, 113)
subtitle-badge: ಕನ್ನಡ ಸಂಜೆ ದಿನಪತ್ರಿಕೆ (807, 227, 1011, 255)
co-editor-name: ಕಮಲ ಗಂಗಸುಮಯ್ಯ (1044, 237, 1152, 255)
teaser-photo (795, 369, 906, 458)
editor-block (459, 222, 770, 255)
facebook-icon: f (94, 218, 116, 241)
health-col-right: ಮುಂದಾಳತ್ವದಲ್ಲಿ ದೃಷ್ಟಿಯಿಂದ ರಾಜಶೇಖರ್ ಅಭಿಮಾನ ಬಳಗದ ವತಿಯಿಂದ ಪ್ರತಿವರ್ಷ ಪುಣ್ಯಸ್ಮರಣೆಯ ದಿನ ಸಮಾಜಮುಖಿ ಕಾರ್ಯಕ್ರಮಗಳನ್ನು ನಡೆಸಲಾಗುತ್ತಿದೆ. ಜನವರಿ 11ರಂದು ಬೆಳಿಗ್ಗೆ ಪುಣ್ಯಸ್ಮರಣೆ ಅಂಗವಾಗಿ ಪೂಜೆ ಸಲ್ಲಿಸಿ, ನಂತರ ಉಚಿತ ಆರೋಗ್ಯ ತಪಾಸಣೆ ಶಿಬಿರ ಆರಂಭವಾಗಲಿದೆ. ಸಾರ್ವಜನಿಕರು ಶಿಬಿರದ ಸದುಪಯೋಗ ಪಡೆದುಕೊಳ್ಳಬೇಕು. ಮುಖಂಡರಾದ ಕುಂದೂರು ಮಂಜುನಾಥ್, ಮಾಜಿ ಎಪಿಎಂಸಿ ನಿರ್ದೇಶಕ ಶಂಕರ್ ಮೂರ್ತಿ, ಲೋಕೇಶ್, ಶಿವಕುಮಾರ್, ಶ್ರೀಕಾಂತ್ ಉಪಸ್ಥಿತರಿದ್ದರು. (1256, 1954, 1474, 2148)
price: ಬೆಲೆ : 1.00 ರೂ. (428, 288, 514, 303)
teaser-iran[interactable] (74, 326, 413, 570)
forest-headline: ಅರಣ್ಯ ಇಲಾಖೆಯಿಂದ ವಿದ್ಯಾರ್ಥಿಗಳಿಗೆ ಅರಿವು (1046, 1181, 1475, 1214)
sports-col-2: ಕ್ರೀಡಾಕೂಟದಲ್ಲಿ ಭಾಗವಹಿಸಲಿದ್ದಾರೆ. ಕರ್ನಾಟಕ ಒಲಿಂಪಿಕ್ ಸಂಸ್ಥೆ ಪ್ರತಿ ವರ್ಷ ಒಂದೊಂದು ಜಿಲ್ಲೆಯಲ್ಲಿ ಕರ್ನಾಟಕ ಕ್ರೀಡಾಕೂಟವನ್ನು ಆಯೋಜಿಸುತ್ತಾ ಬಂದಿದ್ದು, ಪ್ರಸಕ್ತ ಸಾಲಿನ ಕ್ರೀಡಾಕೂಟದ ಆತಿಥ್ಯ ವಹಿಸುವ ಅವಕಾಶವನ್ನು ತುಮಕೂರು ಜಿಲ್ಲೆಗೆ ನೀಡಿರುವುದು ನಮ್ಮಲ್ಲ ತುಮಕೂರು ಜಿಲ್ಲೆಯ ಕ್ರೀಡಾಪಟುಗಳಿಗೆ ಹಾಗೂ ನಾಗರಿಕರಿಗೆ ಹೆಮ್ಮೆಯ ವಿಷಯ ವಾಗಿದೆ ಎಂದು ತಿಳಿಸಿದ್ದಾರೆ. ಕೃಷಿ, ತೋಟಗಾರಿಕೆ, ಕೈಗಾರಿಕೆ, ಶಿಕ್ಷಣ, ಪ್ರವಾಸೋದ್ಯಮ ಸೇರಿದಂತೆ ವಿವಿಧ (317, 1361, 539, 1888)
editor-label: ಸಂಪಾದಕರು: (459, 222, 510, 236)
editor-note: ಮಾಜಿ ಶಾಸಕರು (537, 242, 589, 254)
subscription-currency: ರೂ. (1360, 82, 1378, 96)
teaser-anil-kapoor[interactable] (788, 326, 1127, 570)
teaser-highcourt[interactable] (431, 326, 770, 570)
water-headline-line1: ಕುಡಿಯುವ ನೀರಿನ ಸಮಸ್ಯೆ ಎದುರಾಗದಂತೆ (168, 1905, 424, 1928)
subscription-label: ಅಂಚೆ ಮೂಲಕ (ವಾರ್ಷಿಕ) (1194, 150, 1297, 164)
subscription-row (1194, 115, 1464, 132)
lead-photo (314, 717, 736, 939)
subscription-value: 384.00 (1422, 150, 1464, 164)
facebook-handle: amruthavani kannada (122, 218, 341, 241)
lead-headline-line1: ಭಾರತದ ಸಂವಿಧಾನವು ಅಂಗವಿಕಲರಿಗೆ ನ್ಯಾಯ, ಸಮಾನತೆ ಮತ್ತು (194, 587, 917, 628)
dateline (74, 284, 1474, 306)
water-headline-line2: ಮುನ್ನೆಚ್ಚರಿಕೆ ವಹಿಸಿ: ಇಒ ದೊಡ್ಡಸಿದ್ದಯ್ಯ (171, 1937, 421, 1959)
subscription-value: 300.00 (1422, 133, 1464, 147)
issue: ಸಂಚಿಕೆ : 162 (152, 288, 219, 303)
